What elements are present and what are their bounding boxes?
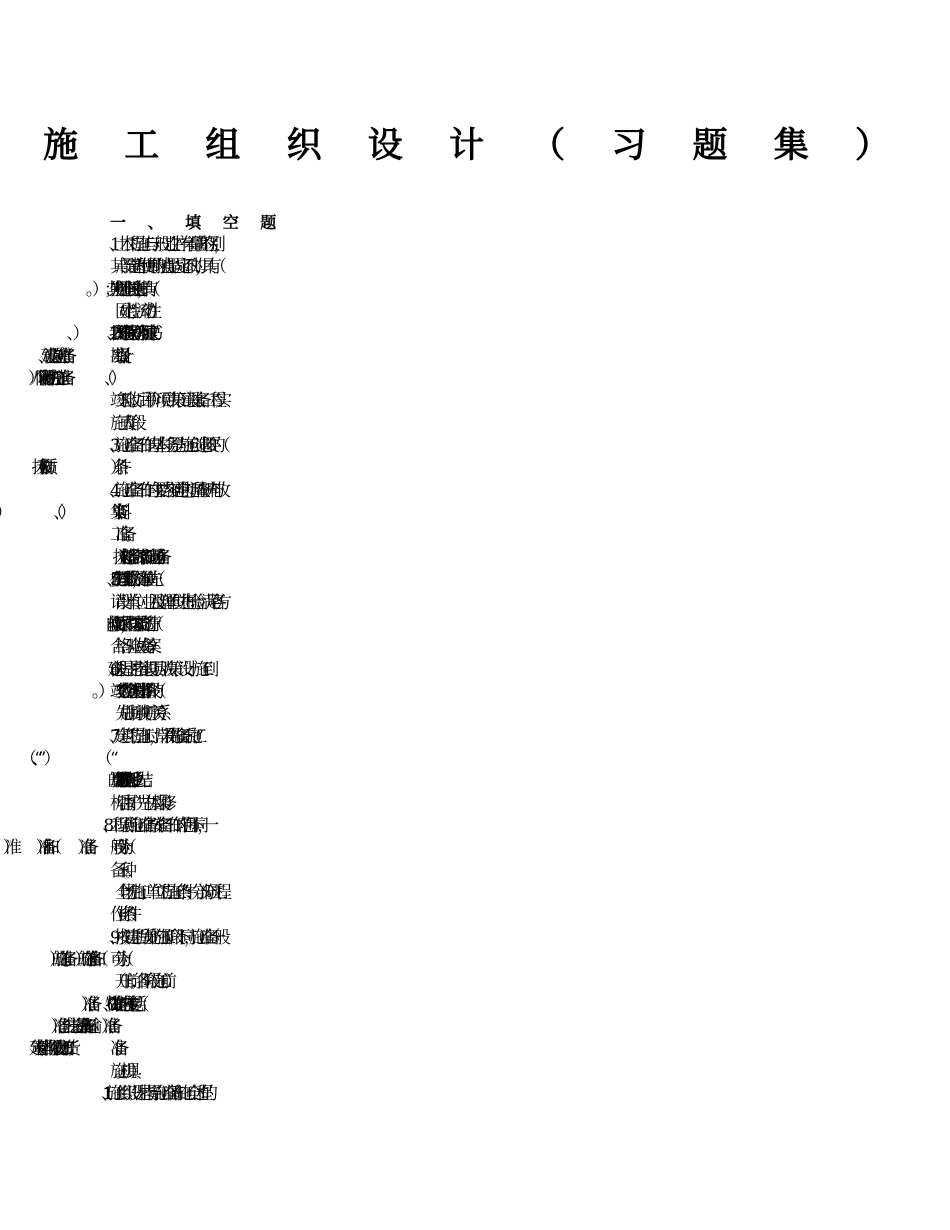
text-line: 11、施工组织设计是指导施工准备和施工全过程的 (110, 1084, 207, 1105)
text-line (110, 457, 850, 479)
text-line: （固定性；流动性） (110, 302, 155, 323)
text-line (110, 837, 850, 859)
text-line: 工准备。 (110, 525, 130, 546)
text-line: 竣工验收；后评价）项目决策、建设准备、工程实 (110, 391, 220, 412)
text-line: 6、 建设程序是指建设项目从决策、设计、施工到 (110, 659, 208, 680)
text-line (110, 323, 850, 345)
text-line: 土建后设备” 的展开顺序。（先地下后地上；先结 (110, 771, 140, 792)
text-line (110, 279, 850, 301)
text-line: 备三种。 (110, 860, 130, 881)
text-line: （全场性施工；单位工程施工条件；分部分项工程 (110, 882, 220, 903)
text-line: 施三大阶段 (110, 413, 135, 434)
text-line: 施工机具） 。 (110, 1061, 121, 1082)
text-line (110, 949, 850, 971)
text-line (110, 1038, 850, 1060)
text-line: 5、在工程竣工验收阶段，施工单位首先（ ）；再 (110, 570, 114, 591)
text-line (110, 1016, 850, 1038)
text-line (110, 614, 850, 636)
text-line: 请设计单位、业主及监理单位进行检验；满足各方 (110, 592, 220, 613)
text-line: 7、建筑工程施工时，常采用“先准备后施工”、 (110, 726, 198, 747)
text-line: 构后围护；先主体后装修） (110, 793, 170, 814)
text-line (110, 346, 850, 368)
text-line: 1、土木工程施工与一般工业生产有着显著的区别， (110, 235, 219, 255)
text-line: 其产品建造和使用的地点是固定不动的，具有（ (110, 257, 215, 278)
text-line (110, 502, 850, 524)
text-line: 9、按拟建工程所处的施工阶段不同，施工准备一般 (110, 927, 219, 948)
section-heading: 一 、 填 空 题 (110, 213, 285, 232)
text-line (110, 748, 850, 770)
text-line: （技术资料准备；资源准备；施工现场准备） (110, 547, 160, 568)
document-title: 施 工 组 织 设 计 （ 习 题 集 ） (43, 125, 907, 166)
text-line (110, 994, 850, 1016)
text-line: 8、工程项目施工准备按准备工作的范围不同，一 (110, 815, 208, 836)
text-line: （开工前；各阶段施工前） (110, 972, 170, 993)
text-line: 合格；验收或备案） (110, 637, 155, 658)
text-line: （先后顺序或顺序关系） (110, 704, 165, 725)
question-text (110, 234, 850, 1105)
text-line (110, 368, 850, 390)
text-line (110, 681, 850, 703)
text-line: 作业条件） (110, 905, 135, 926)
text-line: 4、施工准备工作的主要内容通常包括调查研究与收 (110, 480, 219, 501)
text-line: 3、施工准备工作的基本任务是为施工创造必要的（ (110, 436, 219, 457)
